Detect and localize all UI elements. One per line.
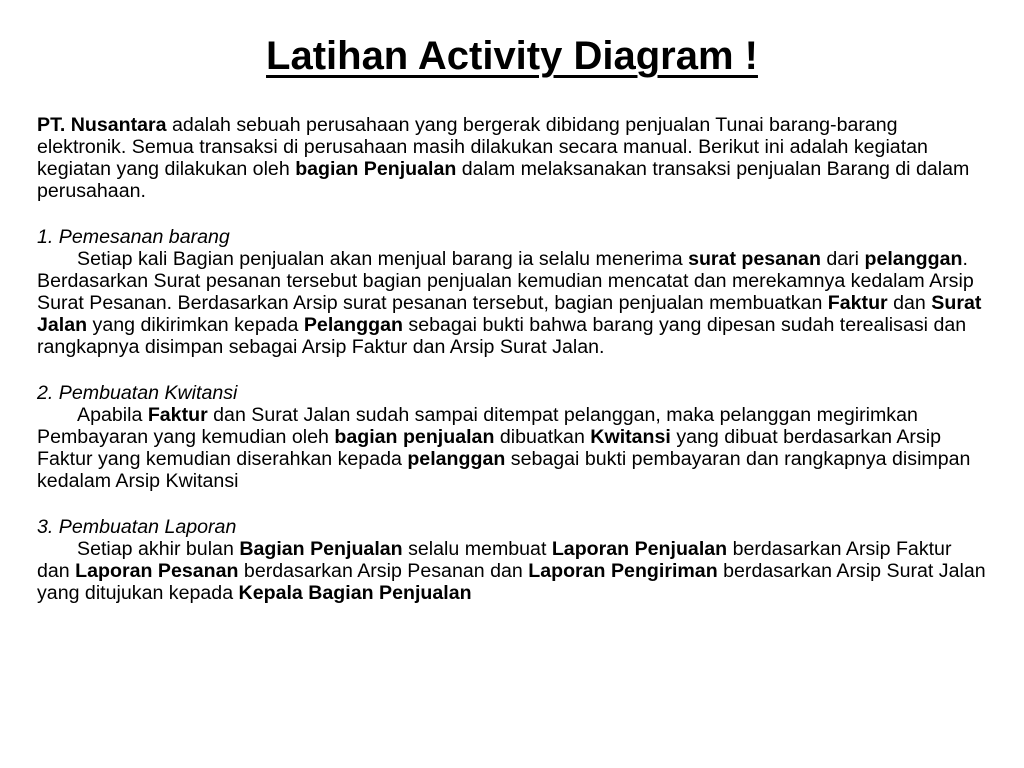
s2-bold-kwitansi: Kwitansi: [590, 426, 671, 448]
spacer: [37, 358, 987, 382]
s1-text-3: . Berdasarkan Surat pesanan tersebut bagian penjualan kemudian mencatat dan merekamnya kedalam Arsip Surat Pesanan. Berdasarkan Arsip surat pesanan tersebut, bagian penjualan membuatkan: [37, 248, 974, 314]
intro-bold-bagian-penjualan: bagian Penjualan: [295, 158, 457, 180]
s2-text-4: yang dibuat berdasarkan Arsip Faktur yang kemudian diserahkan kepada: [37, 426, 942, 470]
s1-bold-pelanggan-2: Pelanggan: [303, 314, 403, 336]
s1-bold-surat-jalan: Surat Jalan: [37, 292, 982, 336]
intro-paragraph: [37, 114, 987, 202]
s3-text-2: selalu membuat: [402, 538, 552, 560]
section-1-paragraph: [37, 248, 987, 358]
spacer: [37, 492, 987, 516]
s1-text-4: dan: [887, 292, 932, 314]
s3-text-3: berdasarkan Arsip Faktur dan: [37, 538, 952, 582]
s2-bold-bagian-penjualan: bagian penjualan: [334, 426, 495, 448]
spacer: [37, 202, 987, 226]
intro-text-end: dalam melaksanakan transaksi penjualan Barang di dalam perusahaan.: [37, 158, 970, 202]
s3-bold-kepala-bagian-penjualan: Kepala Bagian Penjualan: [238, 582, 472, 604]
s2-bold-faktur: Faktur: [147, 404, 208, 426]
s2-bold-pelanggan: pelanggan: [407, 448, 506, 470]
s3-bold-laporan-penjualan: Laporan Penjualan: [551, 538, 728, 560]
section-2-heading: 2. Pembuatan Kwitansi: [37, 382, 238, 404]
s1-bold-faktur: Faktur: [827, 292, 888, 314]
s1-text-1: Setiap kali Bagian penjualan akan menjual barang ia selalu menerima: [77, 248, 689, 270]
section-3-heading: 3. Pembuatan Laporan: [37, 516, 237, 538]
company-name: PT. Nusantara: [37, 114, 167, 136]
section-2-paragraph: [37, 404, 987, 492]
s3-bold-laporan-pesanan: Laporan Pesanan: [75, 560, 239, 582]
s2-text-3: dibuatkan: [494, 426, 591, 448]
s3-text-1: Setiap akhir bulan: [77, 538, 240, 560]
slide-body: [37, 114, 987, 604]
slide-title: Latihan Activity Diagram !: [266, 34, 758, 78]
s2-text-1: Apabila: [77, 404, 148, 426]
s1-text-5: yang dikirimkan kepada: [87, 314, 304, 336]
s2-text-5: sebagai bukti pembayaran dan rangkapnya disimpan kedalam Arsip Kwitansi: [37, 448, 971, 492]
section-1-heading: 1. Pemesanan barang: [37, 226, 230, 248]
s1-bold-pelanggan: pelanggan: [864, 248, 963, 270]
s2-text-2: dan Surat Jalan sudah sampai ditempat pelanggan, maka pelanggan megirimkan Pembayaran yang kemudian oleh: [37, 404, 918, 448]
s3-text-5: berdasarkan Arsip Surat Jalan yang ditujukan kepada: [37, 560, 986, 604]
s3-bold-laporan-pengiriman: Laporan Pengiriman: [528, 560, 718, 582]
s1-bold-surat-pesanan: surat pesanan: [688, 248, 821, 270]
intro-text: adalah sebuah perusahaan yang bergerak dibidang penjualan Tunai barang-barang elektronik. Semua transaksi di perusahaan masih dilakukan secara manual. Berikut ini adalah kegiatan kegiatan yang dilakukan oleh: [37, 114, 928, 180]
s1-text-2: dari: [820, 248, 865, 270]
section-3-paragraph: [37, 538, 987, 604]
s1-text-6: sebagai bukti bahwa barang yang dipesan sudah terealisasi dan rangkapnya disimpan sebagai Arsip Faktur dan Arsip Surat Jalan.: [37, 314, 967, 358]
s3-bold-bagian-penjualan: Bagian Penjualan: [239, 538, 403, 560]
s3-text-4: berdasarkan Arsip Pesanan dan: [238, 560, 529, 582]
